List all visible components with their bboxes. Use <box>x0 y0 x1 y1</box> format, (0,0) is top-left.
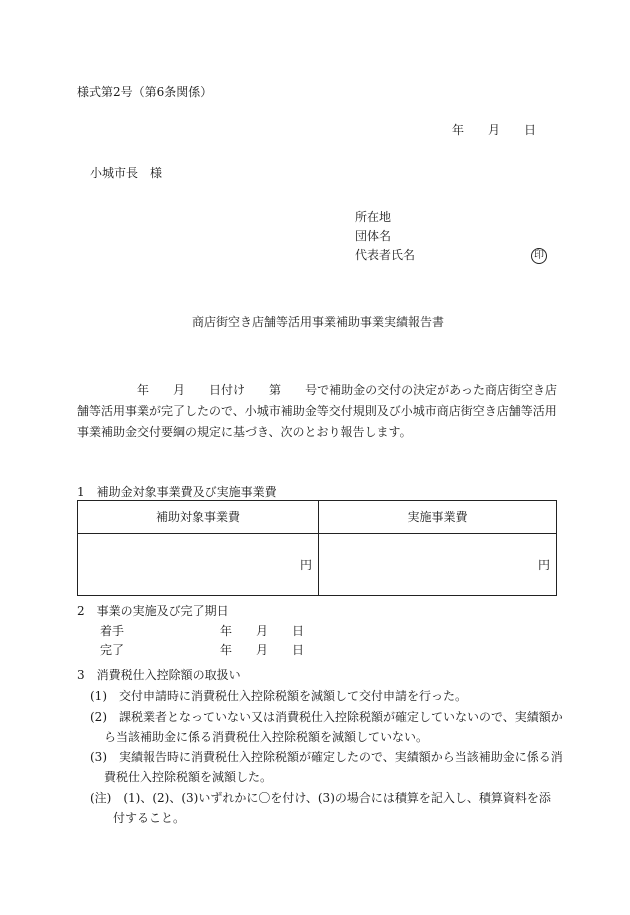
end-date <box>220 644 304 656</box>
section1-heading: 1 補助金対象事業費及び実施事業費 <box>77 485 277 499</box>
note-line2: 付すること。 <box>113 811 186 825</box>
target-cost-cell[interactable] <box>78 534 319 596</box>
body-line-2: 舗等活用事業が完了したので、小城市補助金等交付規則及び小城市商店街空き店舗等活用 <box>77 404 557 418</box>
target-cost-unit: 円 <box>299 557 312 572</box>
body-line-1 <box>77 384 557 396</box>
tax-option-3-line1: (3) 実績報告時に消費税仕入控除税額が確定したので、実績額から当該補助金に係る消 <box>90 750 563 764</box>
end-month: 月 <box>256 643 269 657</box>
date-month: 月 <box>488 123 501 137</box>
document-title: 商店街空き店舗等活用事業補助事業実績報告書 <box>192 315 445 329</box>
cost-table <box>77 500 557 596</box>
actual-cost-cell[interactable] <box>319 534 557 596</box>
section3-heading: 3 消費税仕入控除額の取扱い <box>77 668 241 682</box>
start-label: 着手 <box>100 624 125 638</box>
start-date <box>220 625 304 637</box>
tax-option-1: (1) 交付申請時に消費税仕入控除税額を減額して交付申請を行った。 <box>90 689 468 703</box>
col-actual-cost-header: 実施事業費 <box>319 501 557 534</box>
body-year: 年 <box>137 383 150 397</box>
seal-mark <box>531 248 547 264</box>
addressee: 小城市長 様 <box>90 166 163 180</box>
end-year: 年 <box>220 643 233 657</box>
address-label: 所在地 <box>355 210 392 224</box>
section2-heading: 2 事業の実施及び完了期日 <box>77 604 229 618</box>
body-no-prefix: 第 <box>269 383 282 397</box>
col-target-cost-header: 補助対象事業費 <box>78 501 319 534</box>
date-day: 日 <box>524 123 537 137</box>
body-line1-rest: 号で補助金の交付の決定があった商店街空き店 <box>305 383 557 397</box>
seal-char: 印 <box>531 248 547 264</box>
date-year: 年 <box>452 123 465 137</box>
end-label: 完了 <box>100 643 125 657</box>
rep-label: 代表者氏名 <box>355 248 416 262</box>
body-line-3: 事業補助金交付要綱の規定に基づき、次のとおり報告します。 <box>77 425 412 439</box>
actual-cost-unit: 円 <box>537 557 550 572</box>
form-number: 様式第2号（第6条関係） <box>77 85 213 99</box>
start-month: 月 <box>256 624 269 638</box>
start-day: 日 <box>292 624 305 638</box>
body-month: 月 <box>173 383 186 397</box>
tax-option-2-line2: ら当該補助金に係る消費税仕入控除税額を減額していない。 <box>104 730 429 744</box>
end-day: 日 <box>292 643 305 657</box>
org-label: 団体名 <box>355 229 392 243</box>
date-line <box>452 124 536 136</box>
note-line1: (注) (1)、(2)、(3)いずれかに〇を付け、(3)の場合には積算を記入し、積算資料を添 <box>90 791 551 805</box>
body-dated: 日付け <box>209 383 246 397</box>
start-year: 年 <box>220 624 233 638</box>
tax-option-2-line1: (2) 課税業者となっていない又は消費税仕入控除税額が確定していないので、実績額か <box>90 710 563 724</box>
tax-option-3-line2: 費税仕入控除税額を減額した。 <box>104 770 273 784</box>
